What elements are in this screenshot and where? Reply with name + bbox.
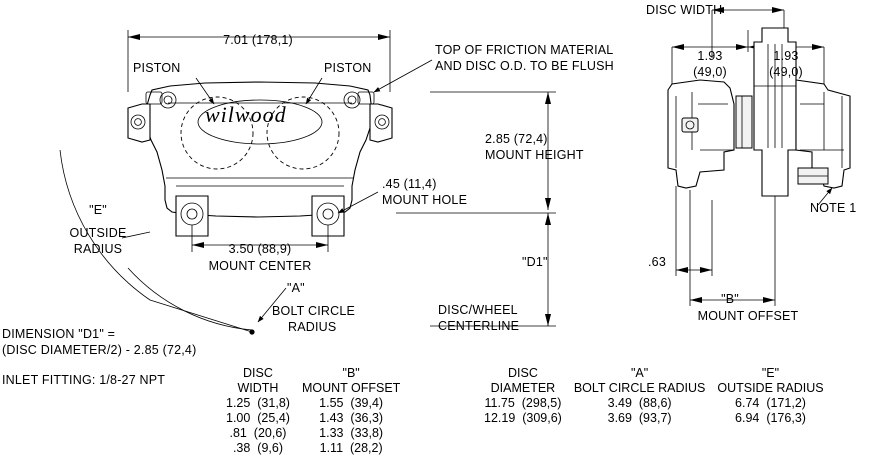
table-row <box>478 411 830 426</box>
bolt-circle-a: "A" <box>287 281 305 295</box>
cell-mount-offset: 1.11 (28,2) <box>319 441 383 455</box>
mount-offset-label: MOUNT OFFSET <box>697 309 799 323</box>
th-disc: DISC <box>243 366 273 380</box>
cell-mount-offset: 1.33 (33,8) <box>319 426 384 440</box>
mount-center-label: MOUNT CENTER <box>208 259 312 273</box>
outside-radius-line2: RADIUS <box>73 242 123 256</box>
bolt-circle-line1: BOLT CIRCLE <box>272 304 356 318</box>
th-disc: DISC <box>507 366 538 380</box>
bolt-circle-line2: RADIUS <box>288 320 337 334</box>
table-row <box>220 426 406 441</box>
outside-radius-e: "E" <box>89 203 107 217</box>
th-bolt-circle-radius: BOLT CIRCLE RADIUS <box>573 381 706 395</box>
dim-d1-note-line2: (DISC DIAMETER/2) - 2.85 (72,4) <box>2 343 197 357</box>
inlet-fitting-note: INLET FITTING: 1/8-27 NPT <box>2 373 166 387</box>
top-friction-note-line2: AND DISC O.D. TO BE FLUSH <box>435 59 614 73</box>
table-disc-width-mount-offset <box>220 366 406 456</box>
dim-width-top-label: 7.01 (178,1) <box>223 33 293 47</box>
table-row <box>220 411 406 426</box>
dim-063-label: .63 <box>648 255 666 269</box>
cell-disc-width: .81 (20,6) <box>229 426 287 440</box>
th-mount-offset: MOUNT OFFSET <box>301 381 401 395</box>
table-header-row-2 <box>478 381 830 396</box>
bolt-circle-leader <box>128 268 286 330</box>
cell-disc-width: 1.25 (31,8) <box>226 396 290 410</box>
table-header-row-1 <box>220 366 406 381</box>
th-diameter: DIAMETER <box>490 381 556 395</box>
cell-mount-offset: 1.43 (36,3) <box>319 411 384 425</box>
table-row <box>220 396 406 411</box>
dim-b-mount-offset <box>690 190 775 306</box>
cell-outside-radius: 6.74 (171,2) <box>735 396 806 410</box>
cell-disc-diameter: 11.75 (298,5) <box>484 396 562 410</box>
top-friction-note-line1: TOP OF FRICTION MATERIAL <box>435 43 614 57</box>
table-row <box>478 396 830 411</box>
piston-left-label: PISTON <box>133 61 181 75</box>
disc-wheel-line2: CENTERLINE <box>438 319 520 333</box>
disc-width-label: DISC WIDTH <box>646 3 723 17</box>
dim-d1-note-line1: DIMENSION "D1" = <box>2 327 116 341</box>
cell-disc-width: .38 (9,6) <box>232 441 283 455</box>
cell-outside-radius: 6.94 (176,3) <box>735 411 806 425</box>
cell-mount-offset: 1.55 (39,4) <box>319 396 384 410</box>
note1-label: NOTE 1 <box>810 201 857 215</box>
dim-193-right-v2: (49,0) <box>769 65 803 79</box>
outside-radius-line1: OUTSIDE <box>69 226 127 240</box>
cell-bolt-circle-radius: 3.69 (93,7) <box>607 411 672 425</box>
dim-193-right-v1: 1.93 <box>773 49 799 63</box>
table-header-row-2 <box>220 381 406 396</box>
th-b: "B" <box>342 366 360 380</box>
dim-193-left-v2: (49,0) <box>693 65 727 79</box>
mount-center-value: 3.50 (88,9) <box>228 242 292 256</box>
th-width: WIDTH <box>237 381 279 395</box>
mount-height-label: MOUNT HEIGHT <box>485 148 584 162</box>
d1-note-leader <box>150 300 255 335</box>
th-outside-radius: OUTSIDE RADIUS <box>717 381 824 395</box>
table-disc-diameter-radius <box>478 366 830 426</box>
b-label: "B" <box>721 292 739 306</box>
mount-hole-label: MOUNT HOLE <box>382 193 468 207</box>
cell-bolt-circle-radius: 3.49 (88,6) <box>607 396 672 410</box>
th-a: "A" <box>630 366 649 380</box>
table-row <box>220 441 406 456</box>
table-header-row-1 <box>478 366 830 381</box>
dim-193-left-v1: 1.93 <box>697 49 723 63</box>
cell-disc-width: 1.00 (25,4) <box>226 411 290 425</box>
th-e: "E" <box>761 366 780 380</box>
friction-note-leader <box>374 60 432 92</box>
brand-wordmark: wilwood <box>205 102 287 127</box>
piston-right-label: PISTON <box>324 61 372 75</box>
outside-radius-arc <box>60 150 150 300</box>
disc-wheel-line1: DISC/WHEEL <box>438 303 518 317</box>
dim-063 <box>676 186 712 276</box>
d1-label: "D1" <box>522 255 548 269</box>
mount-height-value: 2.85 (72,4) <box>485 132 548 146</box>
mount-hole-value: .45 (11,4) <box>382 177 437 191</box>
cell-disc-diameter: 12.19 (309,6) <box>484 411 562 425</box>
